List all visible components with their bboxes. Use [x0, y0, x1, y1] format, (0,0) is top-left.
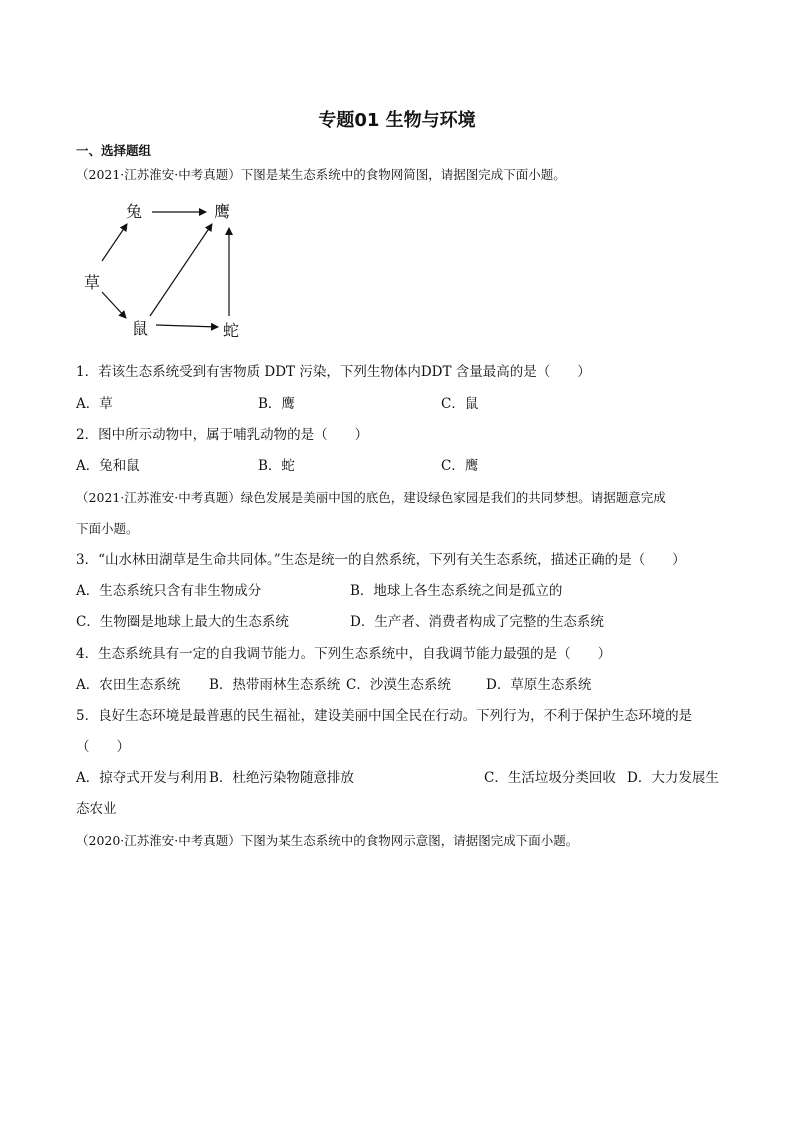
edge-grass-mouse	[102, 292, 126, 318]
q5-option-a: A．掠夺式开发与利用	[76, 770, 208, 786]
q5-option-d-line2: 态农业	[76, 801, 117, 817]
q5-stem-line2: （ ）	[76, 739, 130, 755]
q3-stem: 3．“山水林田湖草是生命共同体。”生态是统一的自然系统，下列有关生态系统，描述正确的是（ ）	[76, 552, 686, 568]
q1-option-b: B．鹰	[258, 396, 295, 412]
q1-option-a: A．草	[76, 396, 113, 412]
q5-stem-line1: 5．良好生态环境是最普惠的民生福祉，建设美丽中国全民在行动。下列行为，不利于保护生态环境的是	[76, 708, 693, 724]
q4-option-a: A．农田生态系统	[76, 677, 181, 693]
q3-option-a: A．生态系统只含有非生物成分	[76, 583, 262, 599]
q1-option-c: C．鼠	[441, 396, 479, 412]
node-grass: 草	[84, 273, 101, 292]
group2-intro-line1: （2021·江苏淮安·中考真题）绿色发展是美丽中国的底色，建设绿色家园是我们的共同梦想。请据题意完成	[76, 490, 666, 505]
q3-option-b: B．地球上各生态系统之间是孤立的	[350, 583, 563, 599]
q2-option-c: C．鹰	[441, 458, 479, 474]
q3-option-d: D．生产者、消费者构成了完整的生态系统	[350, 614, 604, 630]
q2-option-b: B．蛇	[258, 458, 295, 474]
q4-option-b: B．热带雨林生态系统	[209, 677, 341, 693]
edge-grass-rabbit	[102, 224, 127, 261]
page-title: 专题01 生物与环境	[318, 110, 476, 131]
group2-intro-line2: 下面小题。	[76, 521, 139, 536]
q4-option-d: D．草原生态系统	[486, 677, 592, 693]
q3-option-c: C．生物圈是地球上最大的生态系统	[76, 614, 289, 630]
section-heading: 一、选择题组	[76, 143, 152, 158]
q5-option-b: B．杜绝污染物随意排放	[209, 770, 354, 786]
node-snake: 蛇	[223, 321, 240, 340]
q4-stem: 4．生态系统具有一定的自我调节能力。下列生态系统中，自我调节能力最强的是（ ）	[76, 646, 612, 662]
group3-intro: （2020·江苏淮安·中考真题）下图为某生态系统中的食物网示意图，请据图完成下面小题。	[76, 833, 579, 848]
edge-mouse-snake	[156, 325, 218, 327]
q1-stem: 1．若该生态系统受到有害物质 DDT 污染，下列生物体内DDT 含量最高的是（ ）	[76, 364, 591, 380]
group1-intro: （2021·江苏淮安·中考真题）下图是某生态系统中的食物网简图，请据图完成下面小题。	[76, 167, 566, 182]
q2-stem: 2．图中所示动物中，属于哺乳动物的是（ ）	[76, 427, 369, 443]
q4-option-c: C．沙漠生态系统	[346, 677, 451, 693]
node-hawk: 鹰	[214, 202, 231, 221]
q5-option-d-line1: D．大力发展生	[627, 770, 719, 786]
node-mouse: 鼠	[132, 319, 149, 338]
food-web-diagram	[80, 196, 280, 348]
node-rabbit: 兔	[126, 202, 143, 221]
q2-option-a: A．兔和鼠	[76, 458, 140, 474]
edge-mouse-hawk	[150, 224, 212, 316]
q5-option-c: C．生活垃圾分类回收	[484, 770, 616, 786]
